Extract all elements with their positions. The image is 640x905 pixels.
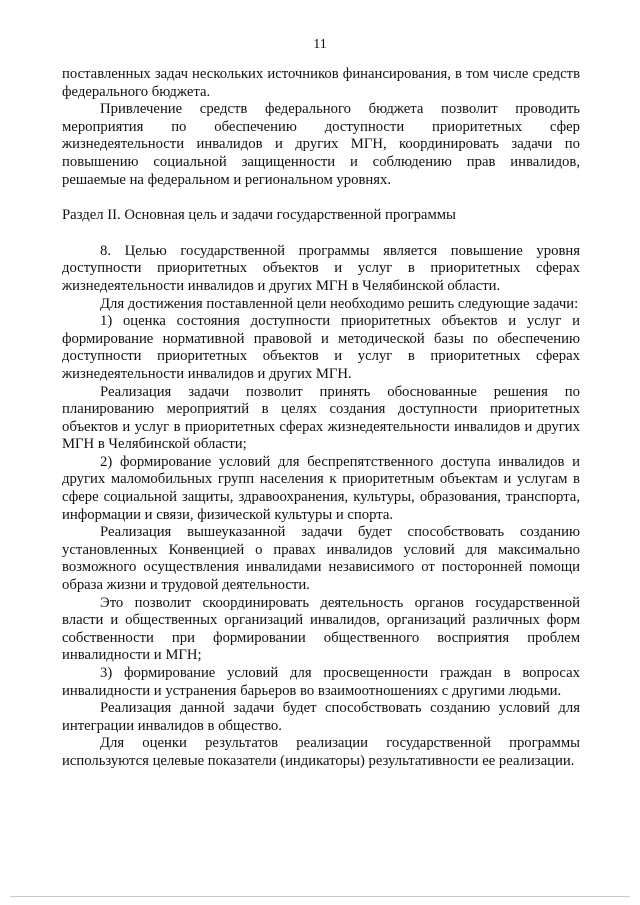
paragraph: 2) формирование условий для беспрепятственного доступа инвалидов и других маломобильных групп населения к приоритетным объектам и услугам в сфере социальной защиты, здравоохранения, культуры, образования, транспорта, информации и связи, физической культуры и спорта. — [62, 453, 580, 523]
document-body — [62, 66, 580, 771]
paragraph: Для оценки результатов реализации государственной программы используются целевые показатели (индикаторы) результативности ее реализации. — [62, 735, 580, 769]
paragraph: 1) оценка состояния доступности приоритетных объектов и услуг и формирование нормативной правовой и методической базы по обеспечению доступности приоритетных объектов и услуг в приоритетных сферах жизнедеятельности инвалидов и других МГН. — [62, 313, 580, 382]
paragraph: Для достижения поставленной цели необходимо решить следующие задачи: — [100, 295, 579, 312]
paragraph: Реализация данной задачи будет способствовать созданию условий для интеграции инвалидов в общество. — [62, 700, 580, 734]
paragraph: Реализация задачи позволит принять обоснованные решения по планированию мероприятий в целях создания доступности приоритетных объектов и услуг в приоритетных сферах жизнедеятельности инвалидов и других МГН в Челябинской области; — [62, 383, 580, 453]
paragraph: 3) формирование условий для просвещенности граждан в вопросах инвалидности и устранения барьеров во взаимоотношениях с другими людьми. — [62, 665, 580, 699]
section-heading: Раздел II. Основная цель и задачи государственной программы — [62, 207, 456, 224]
paragraph: Реализация вышеуказанной задачи будет способствовать созданию установленных Конвенцией о правах инвалидов условий для максимально возможного осуществления инвалидами независимого от посторонней помощи образа жизни и трудовой деятельности. — [62, 524, 580, 594]
paragraph: 8. Целью государственной программы является повышение уровня доступности приоритетных объектов и услуг в приоритетных сферах жизнедеятельности инвалидов и других МГН в Челябинской области. — [62, 242, 580, 294]
paragraph: Привлечение средств федерального бюджета позволит проводить мероприятия по обеспечению доступности приоритетных сфер жизнедеятельности инвалидов и других МГН, координировать задачи по повышению социальной защищенности и соблюдению прав инвалидов, решаемые на федеральном и региональном уровнях. — [62, 101, 580, 188]
paragraph: Это позволит скоординировать деятельность органов государственной власти и общественных организаций инвалидов, организаций различных форм собственности при формировании общественного восприятия проблем инвалидности и МГН; — [62, 594, 580, 664]
page-bottom-rule — [10, 896, 630, 897]
paragraph: поставленных задач нескольких источников финансирования, в том числе средств федерального бюджета. — [62, 66, 580, 100]
page-number: 11 — [313, 37, 327, 52]
